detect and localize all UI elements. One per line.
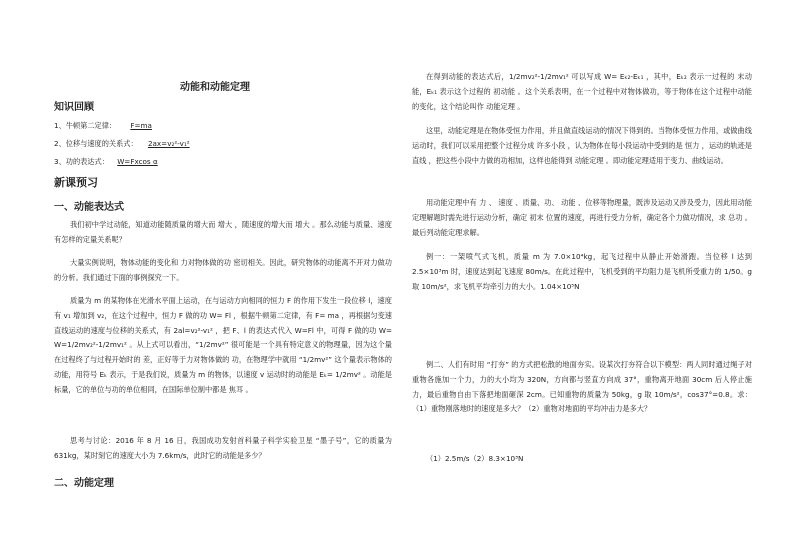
right-paragraph-2: 这里，动能定理是在物体受恒力作用，并且做直线运动的情况下得到的。当物体受恒力作用，或做曲线运动时，我们可以采用把整个过程分成 许多小段 ，认为物体在每小段运动中受到的是 恒力 ，运动的轨迹是 直线 ，把这些小段中力做的功相加，这样也能得到 动能定理 。即动能定理适用于变力、曲线运动。 [412, 126, 752, 165]
section-1-paragraph-3: 质量为 m 的某物体在光滑水平面上运动，在与运动方向相同的恒力 F 的作用下发生一段位移 l，速度有 v₁ 增加到 v₂，在这个过程中，恒力 F 做的功 W= Fl ，根据牛顿第二定律，有 F= ma ，再根据匀变速直线运动的速度与位移的关系式，有 2al=v₂²-v₁² ，把 F、l 的表达式代入 W=Fl 中，可得 F 做的功 W= W=1/2mv₂²-1/2mv₁² 。从上式可以看出，“1/2mv²” 很可能是一个具有特定意义的物理量，因为这个量在过程终了与过程开始时的 差，正好等于力对物体做的 功，在物理学中就用 “1/2mv²” 这个量表示物体的动能，用符号 Eₖ 表示，于是我们说，质量为 m 的物体，以速度 v 运动时的动能是 Eₖ= 1/2mv² 。动能是标量，它的单位与功的单位相同，在国际单位制中都是 焦耳 。 [54, 296, 392, 394]
review-answer-1: F=ma [130, 121, 152, 130]
review-item-2: 2、位移与速度的关系式： 2ax=v₂²-v₁² [54, 137, 198, 150]
section-2-heading: 二、动能定理 [54, 478, 114, 489]
example-2: 例二、人们有时用 “打夯” 的方式把松散的地面夯实。设某次打夯符合以下模型：两人同时通过绳子对重物各施加一个力，力的大小均为 320N，方向都与竖直方向成 37°，重物离开地面 30cm 后人停止施力，最后重物自由下落把地面砸深 2cm。已知重物的质量为 50kg，g 取 10m/s²，cos37°=0.8。求：（1）重物刚落地时的速度是多大？（2）重物对地面的平均冲击力是多大？ [412, 360, 752, 414]
example-2-answer: （1）2.5m/s（2）8.3×10³N [426, 454, 524, 463]
right-paragraph-3: 用动能定理中有 力 、 速度 、质量、功、 动能 、位移等物理量，既涉及运动又涉及受力，因此用动能定理解题时需先进行运动分析，确定 初末 位置的速度，再进行受力分析，确定各个力做功情况，求 总功 。最后列动能定理求解。 [412, 198, 752, 237]
section-1-paragraph-1: 我们初中学过动能，知道动能随质量的增大而 增大 ，随速度的增大而 增大 。那么动能与质量、速度有怎样的定量关系呢？ [54, 220, 392, 244]
review-item-1: 1、牛顿第二定律： F=ma [54, 119, 164, 132]
section-1-paragraph-2: 大量实例说明，物体动能的变化和 力对物体做的功 密切相关。因此，研究物体的动能离不开对力做功的分析。我们通过下面的事例探究一下。 [54, 258, 392, 282]
review-answer-2: 2ax=v₂²-v₁² [147, 139, 190, 148]
right-paragraph-1: 在得到动能的表达式后，1/2mv₂²-1/2mv₁² 可以写成 W= Eₖ₂-Eₖ₁ ，其中，Eₖ₂ 表示一过程的 末动能，Eₖ₁ 表示这个过程的 初动能 。这个关系表明，在一个过程中对物体做功，等于物体在这个过程中动能的变化，这个结论叫作 动能定理 。 [412, 72, 752, 111]
review-item-3: 3、功的表达式： W=Fxcos α [54, 155, 164, 168]
review-answer-3: W=Fxcos α [117, 157, 158, 166]
review-heading: 知识回顾 [54, 102, 94, 113]
page-title: 动能和动能定理 [180, 82, 250, 93]
section-1-discussion: 思考与讨论：2016 年 8 月 16 日，我国成功发射首科量子科学实验卫星 “墨子号”，它的质量为 631kg，某时刻它的速度大小为 7.6km/s，此时它的动能是多少？ [54, 436, 392, 460]
preview-heading: 新课预习 [54, 176, 98, 189]
example-1: 例一：一架喷气式飞机，质量 m 为 7.0×10⁴kg，起飞过程中从静止开始滑跑。当位移 l 达到 2.5×10³m 时，速度达到起飞速度 80m/s。在此过程中，飞机受到的平均阻力是飞机所受重力的 1/50。g 取 10m/s²，求飞机平均牵引力的大小。1.04×10⁵N [412, 252, 752, 291]
section-1-heading: 一、动能表达式 [54, 202, 124, 213]
